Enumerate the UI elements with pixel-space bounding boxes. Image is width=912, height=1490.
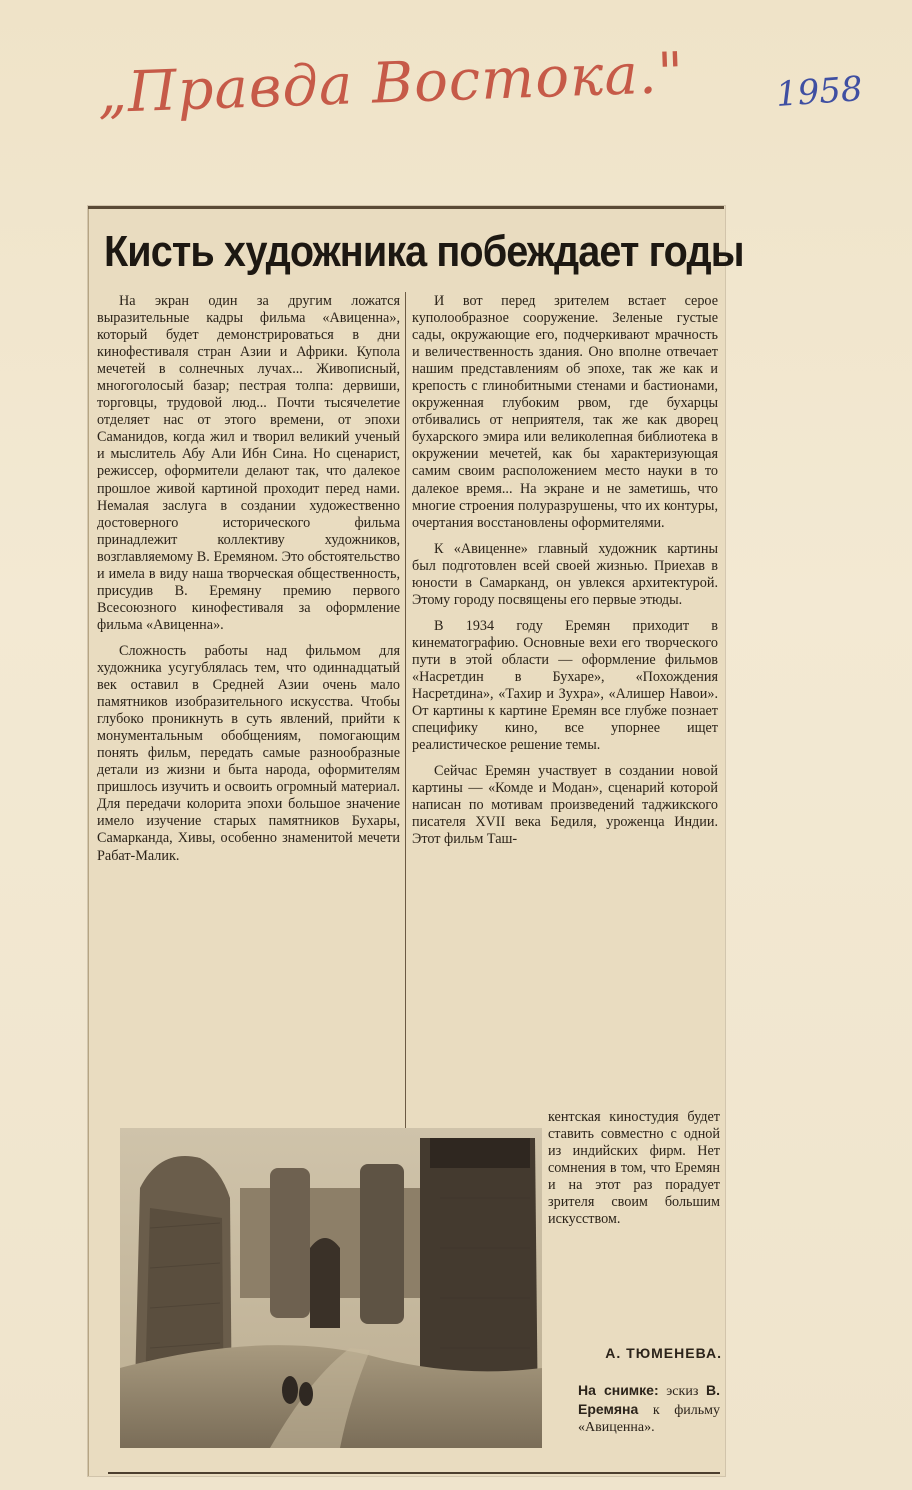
handwritten-newspaper-name: „Правда Востока." bbox=[96, 40, 686, 127]
article-author: А. ТЮМЕНЕВА. bbox=[605, 1345, 722, 1361]
column-divider bbox=[405, 292, 406, 1130]
article-right-column-continuation bbox=[548, 1109, 720, 1237]
caption-text: эскиз bbox=[666, 1384, 699, 1399]
article-paragraph: кентская киностудия будет ставить совместно с одной из индийских фирм. Нет сомнения в том, что Еремян и на этот раз порадует зрителя своим большим искусством. bbox=[548, 1109, 720, 1228]
article-right-column bbox=[412, 293, 718, 857]
article-left-column bbox=[97, 293, 400, 874]
article-paragraph: Сейчас Еремян участвует в создании новой картины — «Комде и Модан», сценарий которой написан по мотивам произведений таджикского писателя XVII века Бедиля, уроженца Индии. Этот фильм Таш- bbox=[412, 763, 718, 848]
caption-text: к фильму «Авиценна». bbox=[578, 1402, 720, 1435]
caption-label: На снимке: bbox=[578, 1382, 659, 1398]
handwritten-year: 1958 bbox=[774, 69, 864, 115]
article-paragraph: В 1934 году Еремян приходит в кинематографию. Основные вехи его творческого пути в этой области — оформление фильмов «Насретдин в Бухаре», «Похождения Насретдина», «Тахир и Зухра», «Алишер Навои». От картины к картине Еремян все глубже познает специфику кино, все упорнее ищет реалистическое решение темы. bbox=[412, 617, 718, 754]
sketch-illustration bbox=[120, 1128, 542, 1448]
article-paragraph: Сложность работы над фильмом для художника усугублялась тем, что одиннадцатый век оставил в Средней Азии очень мало памятников изобразительного искусства. Чтобы глубоко проникнуть в суть явлений, прийти к монументальным обобщениям, помогающим понять фильм, передать самые разнообразные детали из жизни и быта народа, оформителям пришлось изучить и освоить огромный материал. Для передачи колорита эпохи большое значение имело изучение старых памятников Бухары, Самарканда, Хивы, особенно знаменитой мечети Рабат-Малик. bbox=[97, 642, 400, 864]
fortress-sketch-image bbox=[120, 1128, 542, 1448]
article-headline: Кисть художника побеждает годы bbox=[104, 227, 744, 276]
article-paragraph: И вот перед зрителем встает серое куполообразное сооружение. Зеленые густые сады, окружающие его, подчеркивают мрачность и величественность здания. Оно вполне отвечает нашим представлениям об эпохе, так же как и крепость с глинобитными стенами и бастионами, окруженная глубоким рвом, где бухарцы отбивались от неприятеля, так же как дворец бухарского эмира или великолепная библиотека в окружении мечетей, как бы характеризующая самим своим расположением место науки в то далекое время... На экране и не заметишь, что многие строения полуразрушены, что их контуры, очертания восстановлены оформителями. bbox=[412, 293, 718, 531]
article-paragraph: На экран один за другим ложатся выразительные кадры фильма «Авиценна», который будет демонстрироваться в дни кинофестиваля стран Азии и Африки. Купола мечетей в солнечных лучах... Живописный, многоголосый базар; пестрая толпа: дервиши, торговцы, трудовой люд... Почти тысячелетие отделяет нас от этого времени, от эпохи Саманидов, когда жил и творил великий ученый и мыслитель Абу Али Ибн Сина. Но сценарист, режиссер, оформители делают так, что далекое прошлое живой картиной проходит перед нами. Немалая заслуга в создании художественно достоверного исторического фильма принадлежит коллективу художников, возглавляемому В. Еремяном. Это обстоятельство и имела в виду наша творческая общественность, присудив В. Еремяну премию первого Всесоюзного кинофестиваля за оформление фильма «Авиценна». bbox=[97, 293, 400, 633]
clipping-bottom-rule bbox=[108, 1472, 720, 1474]
article-paragraph: К «Авиценне» главный художник картины был подготовлен всей своей жизнью. Приехав в юности в Самарканд, он увлекся архитектурой. Этому городу посвящены его первые этюды. bbox=[412, 540, 718, 608]
caption-artist-name: В. Еремяна bbox=[578, 1382, 721, 1417]
clipping-top-rule bbox=[88, 206, 724, 209]
photo-caption bbox=[578, 1382, 720, 1437]
